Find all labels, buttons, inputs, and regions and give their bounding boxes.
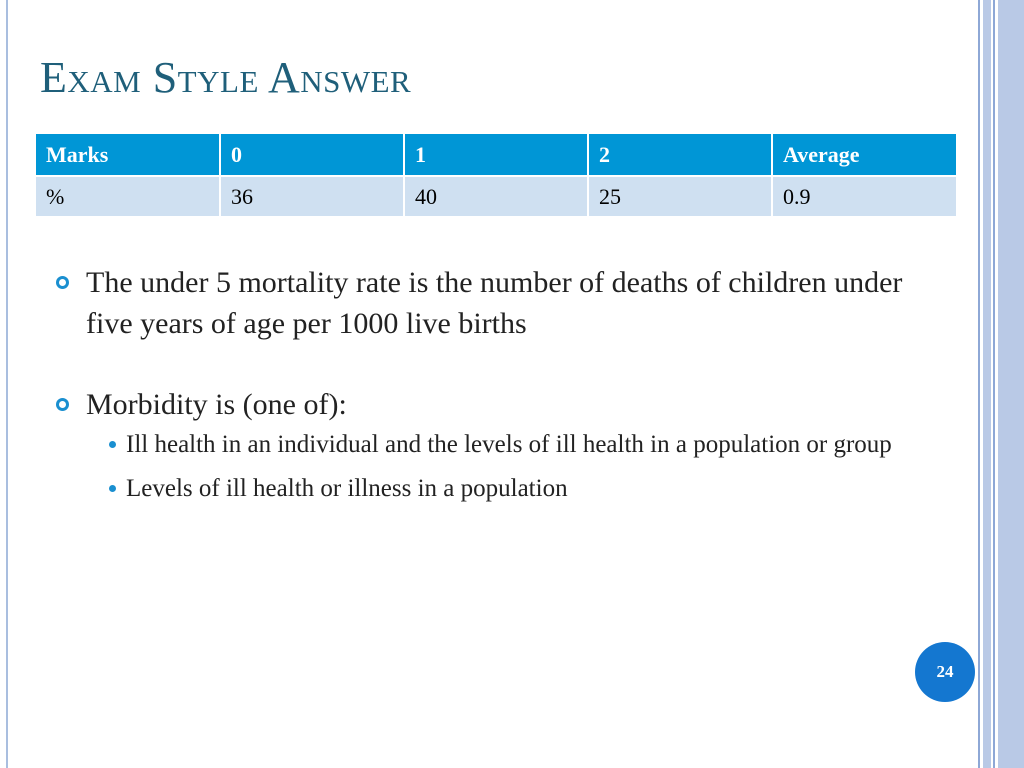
filled-dot-icon xyxy=(109,485,116,492)
bullet-item xyxy=(56,262,956,344)
header-cell: 1 xyxy=(404,134,588,176)
header-cell: Marks xyxy=(36,134,220,176)
marks-table xyxy=(36,134,956,216)
header-cell: 0 xyxy=(220,134,404,176)
sub-bullet-item xyxy=(56,427,956,463)
table-cell: 25 xyxy=(588,176,772,216)
header-cell: 2 xyxy=(588,134,772,176)
table-cell: 40 xyxy=(404,176,588,216)
decorative-stripe xyxy=(993,0,995,768)
table-row xyxy=(36,176,956,216)
filled-dot-icon xyxy=(109,441,116,448)
decorative-stripe xyxy=(983,0,991,768)
bullet-list xyxy=(56,262,956,507)
bullet-text: The under 5 mortality rate is the number of deaths of children under five years of age per 1000 live births xyxy=(86,266,903,340)
table-cell: % xyxy=(36,176,220,216)
bullet-item xyxy=(56,384,956,425)
sub-bullet-text: Ill health in an individual and the levels of ill health in a population or group xyxy=(126,431,892,458)
left-border-line xyxy=(6,0,8,768)
header-cell: Average xyxy=(783,141,860,167)
slide-title: Exam Style Answer xyxy=(40,53,412,102)
hollow-circle-icon xyxy=(56,398,69,411)
table-header-row xyxy=(36,134,956,176)
bullet-text: Morbidity is (one of): xyxy=(86,388,347,421)
sub-bullet-text: Levels of ill health or illness in a population xyxy=(126,475,568,502)
page-number-badge: 24 xyxy=(915,642,975,702)
sub-bullet-item xyxy=(56,471,956,507)
hollow-circle-icon xyxy=(56,276,69,289)
table-cell: 36 xyxy=(220,176,404,216)
decorative-stripe xyxy=(998,0,1024,768)
decorative-stripe xyxy=(978,0,980,768)
table-cell: 0.9 xyxy=(772,176,956,216)
